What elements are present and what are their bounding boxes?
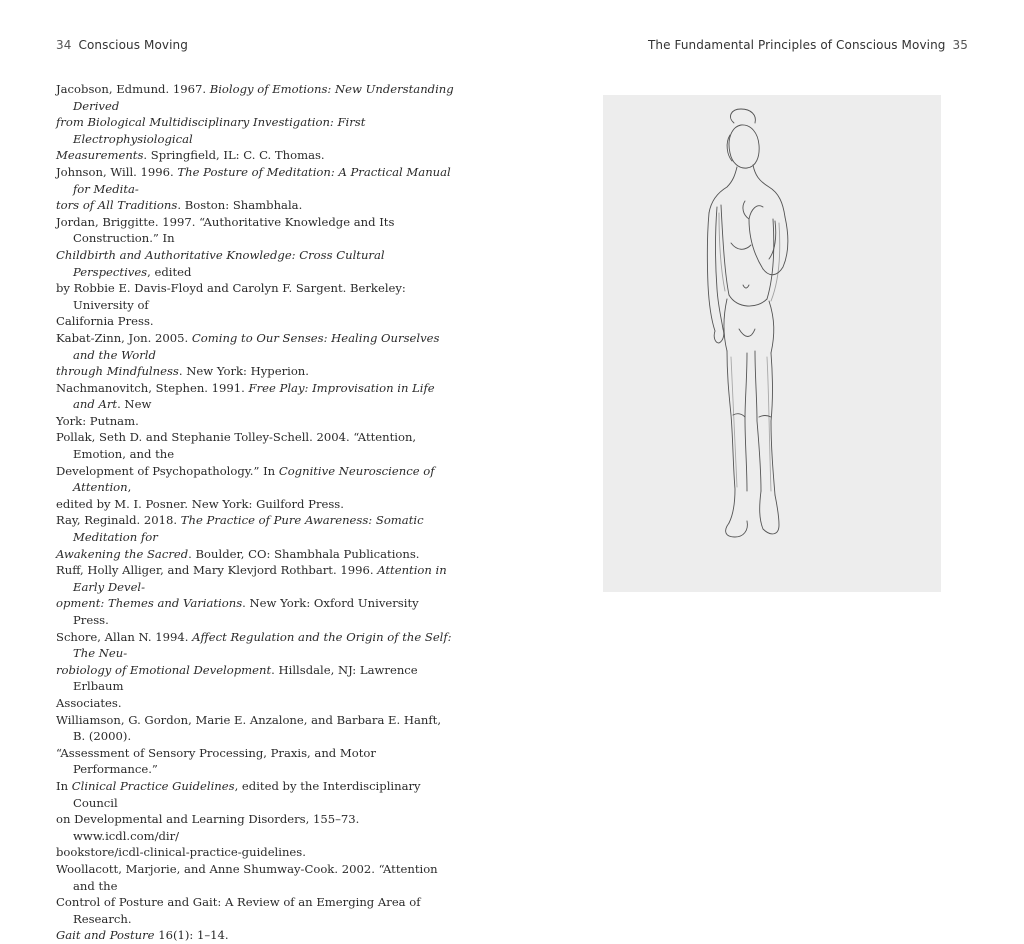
reference-line: [56, 363, 456, 380]
reference-text: Jordan, Briggitte. 1997. “Authoritative Knowledge and Its Construction.” In: [56, 214, 395, 246]
reference-title-text: tors of All Traditions: [56, 198, 178, 213]
pencil-sketch-standing-figure-icon: [603, 95, 941, 592]
reference-entry: [56, 81, 456, 164]
reference-line: [56, 844, 456, 861]
reference-line: [56, 214, 456, 247]
reference-line: [56, 197, 456, 214]
reference-entry: [56, 330, 456, 380]
reference-line: [56, 496, 456, 513]
reference-title-text: through Mindfulness: [56, 364, 179, 379]
reference-text: , edited by the Interdisciplinary Council: [73, 778, 421, 810]
reference-list: [56, 81, 456, 944]
reference-title-text: The Practice of Pure Awareness: Somatic Meditation for: [73, 513, 424, 545]
reference-title-text: from Biological Multidisciplinary Investigation: First Electrophysiological: [56, 115, 366, 146]
reference-line: [56, 147, 456, 164]
reference-line: [56, 81, 456, 114]
left-running-head: [56, 38, 188, 52]
reference-text: Kabat-Zinn, Jon. 2005.: [56, 330, 192, 345]
reference-text: bookstore/icdl-clinical-practice-guidelines.: [56, 845, 306, 860]
reference-entry: [56, 712, 456, 861]
reference-text: . New York: Hyperion.: [178, 364, 309, 379]
reference-text: , edited: [147, 264, 192, 279]
reference-text: Johnson, Will. 1996.: [56, 164, 178, 179]
reference-entry: [56, 562, 456, 628]
reference-line: [56, 811, 456, 844]
figure-sketch: [603, 95, 941, 592]
reference-text: 16(1): 1–14.: [154, 928, 229, 943]
reference-title-text: Coming to Our Senses: Healing Ourselves and the World: [73, 330, 440, 362]
reference-title-text: opment: Themes and Variations: [56, 596, 243, 611]
left-running-title: Conscious Moving: [78, 38, 188, 52]
reference-entry: [56, 380, 456, 430]
reference-entry: [56, 429, 456, 512]
reference-text: . Boulder, CO: Shambhala Publications.: [188, 546, 420, 561]
reference-text: “Assessment of Sensory Processing, Praxis, and Motor Performance.”: [56, 745, 376, 777]
reference-line: [56, 745, 456, 778]
reference-line: [56, 595, 456, 628]
reference-text: . Boston: Shambhala.: [177, 198, 303, 213]
reference-entry: [56, 214, 456, 330]
reference-entry: [56, 629, 456, 712]
reference-title-text: Cognitive Neuroscience of Attention: [73, 463, 435, 495]
reference-text: . Hillsdale, NJ: Lawrence Erlbaum: [73, 662, 418, 694]
reference-text: Control of Posture and Gait: A Review of an Emerging Area of Research.: [56, 895, 421, 926]
reference-entry: [56, 164, 456, 214]
reference-text: York: Putnam.: [56, 413, 139, 428]
reference-line: [56, 330, 456, 363]
reference-title-text: Awakening the Sacred: [56, 546, 189, 561]
reference-entry: [56, 861, 456, 944]
reference-text: ,: [127, 480, 132, 495]
reference-line: [56, 313, 456, 330]
reference-line: [56, 695, 456, 712]
reference-line: [56, 778, 456, 811]
reference-text: on Developmental and Learning Disorders, 155–73. www.icdl.com/dir/: [56, 812, 360, 843]
reference-text: Associates.: [56, 695, 122, 710]
reference-title-text: robiology of Emotional Development: [56, 662, 272, 677]
reference-line: [56, 662, 456, 695]
reference-text: . New: [117, 397, 152, 412]
reference-text: California Press.: [56, 314, 154, 329]
reference-text: Development of Psychopathology.” In: [56, 463, 279, 478]
reference-title-text: Free Play: Improvisation in Life and Art: [73, 380, 435, 412]
reference-line: [56, 562, 456, 595]
reference-text: Jacobson, Edmund. 1967.: [56, 82, 210, 96]
reference-title-text: Attention in Early Devel-: [73, 563, 447, 594]
reference-line: [56, 114, 456, 147]
reference-line: [56, 629, 456, 662]
reference-title-text: Gait and Posture: [56, 928, 155, 943]
reference-line: [56, 861, 456, 894]
reference-line: [56, 512, 456, 545]
reference-line: [56, 413, 456, 430]
reference-line: [56, 546, 456, 563]
reference-title-text: Biology of Emotions: New Understanding Derived: [73, 82, 454, 113]
reference-line: [56, 712, 456, 745]
reference-text: . New York: Oxford University Press.: [73, 596, 419, 627]
reference-text: Pollak, Seth D. and Stephanie Tolley-Schell. 2004. “Attention, Emotion, and the: [56, 430, 417, 462]
reference-text: by Robbie E. Davis-Floyd and Carolyn F. Sargent. Berkeley: University of: [56, 281, 406, 312]
reference-text: Schore, Allan N. 1994.: [56, 629, 193, 644]
right-running-title: The Fundamental Principles of Conscious Moving: [647, 38, 946, 52]
reference-line: [56, 463, 456, 496]
reference-title-text: Childbirth and Authoritative Knowledge: Cross Cultural Perspectives: [56, 247, 385, 279]
reference-line: [56, 280, 456, 313]
right-running-head: [648, 38, 968, 52]
reference-line: [56, 247, 456, 280]
reference-text: Ray, Reginald. 2018.: [56, 513, 181, 528]
reference-line: [56, 894, 456, 927]
reference-line: [56, 927, 456, 944]
reference-text: edited by M. I. Posner. New York: Guilford Press.: [56, 496, 344, 511]
right-page-number: 35: [952, 38, 968, 52]
reference-line: [56, 380, 456, 413]
reference-text: In: [56, 778, 72, 793]
reference-title-text: Clinical Practice Guidelines: [71, 778, 235, 793]
reference-line: [56, 164, 456, 197]
reference-text: . Springfield, IL: C. C. Thomas.: [143, 148, 325, 163]
left-page-number: 34: [56, 38, 72, 52]
reference-text: Ruff, Holly Alliger, and Mary Klevjord Rothbart. 1996.: [56, 563, 378, 578]
reference-text: Williamson, G. Gordon, Marie E. Anzalone, and Barbara E. Hanft, B. (2000).: [56, 712, 442, 744]
reference-line: [56, 429, 456, 462]
reference-text: Nachmanovitch, Stephen. 1991.: [56, 380, 249, 395]
reference-entry: [56, 512, 456, 562]
reference-title-text: Affect Regulation and the Origin of the Self: The Neu-: [73, 629, 452, 661]
reference-title-text: The Posture of Meditation: A Practical Manual for Medita-: [73, 164, 451, 196]
reference-text: Woollacott, Marjorie, and Anne Shumway-Cook. 2002. “Attention and the: [56, 861, 438, 893]
reference-title-text: Measurements: [56, 148, 144, 163]
